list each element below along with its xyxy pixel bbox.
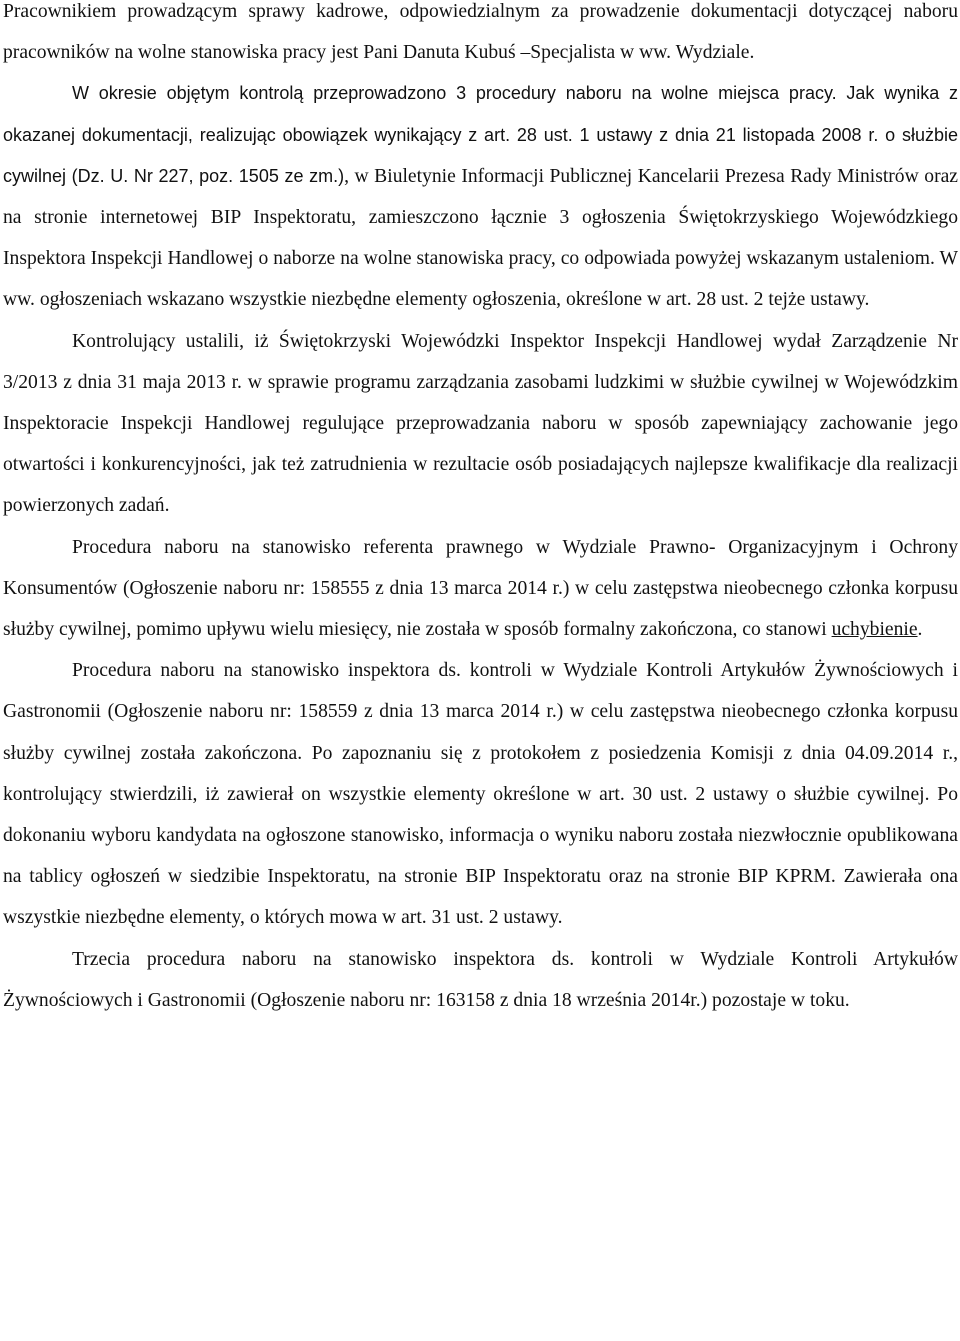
irregularity-term: uchybienie — [831, 619, 918, 641]
paragraph-hr-ordinance-text: Kontrolujący ustalili, iż Świętokrzyski Wojewódzki Inspektor Inspekcji Handlowej wydał Zarządzenie Nr 3/2013 z dnia 31 maja 2013 r. w sprawie programu zarządzania zasobami ludzkimi w służbie cywilnej w Wojewódzkim Inspektoracie Inspekcji Handlowej regulujące przeprowadzania naboru w sposób zapewniający zachowanie jego otwartości i konkurencyjności, jak też zatrudnienia w rezultacie osób posiadających najlepsze kwalifikacje dla realizacji powierzonych zadań. — [3, 330, 958, 517]
paragraph-recruitment-procedures — [3, 73, 958, 320]
paragraph-procedure-third — [3, 939, 958, 1021]
paragraph-recruitment-procedures-text: , w Biuletynie Informacji Publicznej Kancelarii Prezesa Rady Ministrów oraz na stronie internetowej BIP Inspektoratu, zamieszczono łącznie 3 ogłoszenia Świętokrzyskiego Wojewódzkiego Inspektora Inspekcji Handlowej o naborze na wolne stanowiska pracy, co odpowiada powyżej wskazanym ustaleniom. W ww. ogłoszeniach wskazano wszystkie niezbędne elementy ogłoszenia, określone w art. 28 ust. 2 tejże ustawy. — [3, 165, 958, 311]
paragraph-hr-officer-text: Pracownikiem prowadzącym sprawy kadrowe, odpowiedzialnym za prowadzenie dokumentacji dotyczącej naboru pracowników na wolne stanowiska pracy jest Pani Danuta Kubuś –Specjalista w ww. Wydziale. — [3, 1, 958, 64]
paragraph-procedure-legal-referent — [3, 527, 958, 651]
paragraph-hr-ordinance — [3, 321, 958, 527]
paragraph-procedure-legal-referent-text: Procedura naboru na stanowisko referenta prawnego w Wydziale Prawno- Organizacyjnym i Ochrony Konsumentów (Ogłoszenie naboru nr: 158555 z dnia 13 marca 2014 r.) w celu zastępstwa nieobecnego członka korpusu służby cywilnej, pomimo upływu wielu miesięcy, nie została w sposób formalny zakończona, co stanowi — [3, 536, 958, 641]
paragraph-hr-officer — [3, 0, 958, 73]
paragraph-procedure-food-inspector-text: Procedura naboru na stanowisko inspektora ds. kontroli w Wydziale Kontroli Artykułów Żywnościowych i Gastronomii (Ogłoszenie naboru nr: 158559 z dnia 13 marca 2014 r.) w celu zastępstwa nieobecnego członka korpusu służby cywilnej została zakończona. Po zapoznaniu się z protokołem z posiedzenia Komisji z dnia 04.09.2014 r., kontrolujący stwierdzili, iż zawierał on wszystkie elementy określone w art. 30 ust. 2 ustawy o służbie cywilnej. Po dokonaniu wyboru kandydata na ogłoszone stanowisko, informacja o wyniku naboru została niezwłocznie opublikowana na tablicy ogłoszeń w siedzibie Inspektoratu, na stronie BIP Inspektoratu oraz na stronie BIP KPRM. Zawierała ona wszystkie niezbędne elementy, o których mowa w art. 31 ust. 2 ustawy. — [3, 660, 958, 929]
paragraph-procedure-food-inspector — [3, 650, 958, 938]
paragraph-procedure-third-text: Trzecia procedura naboru na stanowisko inspektora ds. kontroli w Wydziale Kontroli Artykułów Żywnościowych i Gastronomii (Ogłoszenie naboru nr: 163158 z dnia 18 września 2014r.) pozostaje w toku. — [3, 948, 958, 1011]
document-page — [3, 0, 958, 1021]
paragraph-procedure-legal-referent-end: . — [917, 619, 923, 641]
paragraph-recruitment-procedures-lead: W okresie objętym kontrolą przeprowadzono 3 procedury naboru na wolne miejsca pracy. Jak wynika z okazanej dokumentacji, realizując obowiązek wynikający z art. 28 ust. 1 ustawy z dnia 21 listopada 2008 r. o służbie cywilnej (Dz. U. Nr 227, poz. 1505 ze zm.) — [3, 83, 958, 186]
